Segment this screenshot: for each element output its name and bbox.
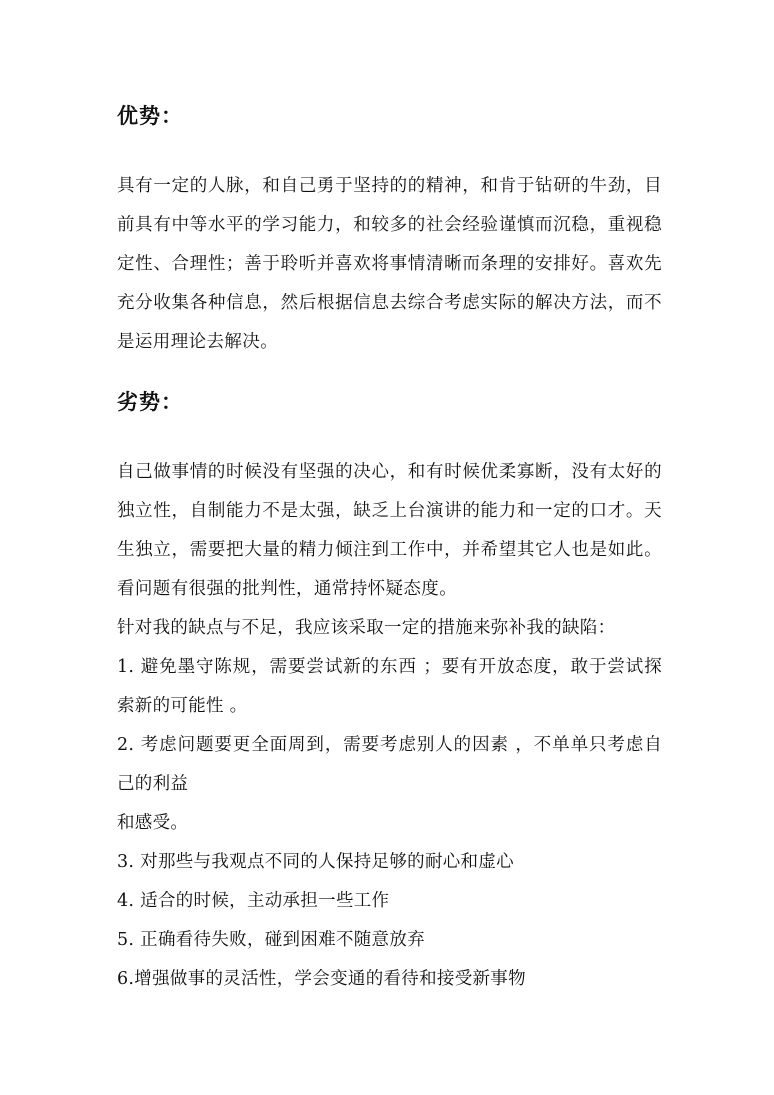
remedy-item-3: 3. 对那些与我观点不同的人保持足够的耐心和虚心 (117, 852, 514, 872)
weaknesses-heading: 劣势： (117, 390, 183, 414)
remedy-item-2-continuation: 和感受。 (117, 813, 189, 833)
spacer (117, 362, 662, 382)
remedy-item-4: 4. 适合的时候，主动承担一些工作 (117, 891, 390, 911)
remedy-intro: 针对我的缺点与不足，我应该采取一定的措施来弥补我的缺陷： (117, 618, 616, 638)
strengths-heading: 优势： (117, 104, 183, 128)
remedy-item-1: 1. 避免墨守陈规，需要尝试新的东西 ；要有开放态度，敢于尝试探索新的可能性 。 (117, 657, 662, 716)
weaknesses-paragraph: 自己做事情的时候没有坚强的决心，和有时候优柔寡断，没有太好的独立性，自制能力不是太强，缺乏上台演讲的能力和一定的口才。天生独立，需要把大量的精力倾注到工作中，并希望其它人也是如此。看问题有很强的批判性，通常持怀疑态度。 (117, 462, 662, 599)
spacer (117, 136, 662, 167)
remedy-item-5: 5. 正确看待失败，碰到困难不随意放弃 (117, 930, 425, 950)
remedy-item-6: 6.增强做事的灵活性，学会变通的看待和接受新事物 (117, 969, 526, 989)
document-page (117, 96, 662, 999)
spacer (117, 422, 662, 453)
remedy-item-2: 2. 考虑问题要更全面周到，需要考虑别人的因素 ，不单单只考虑自己的利益 (117, 735, 662, 794)
strengths-paragraph: 具有一定的人脉，和自己勇于坚持的的精神，和肯于钻研的牛劲，目前具有中等水平的学习能力，和较多的社会经验谨慎而沉稳，重视稳定性、合理性；善于聆听并喜欢将事情清晰而条理的安排好。喜欢先充分收集各种信息，然后根据信息去综合考虑实际的解决方法，而不是运用理论去解决。 (117, 176, 662, 352)
